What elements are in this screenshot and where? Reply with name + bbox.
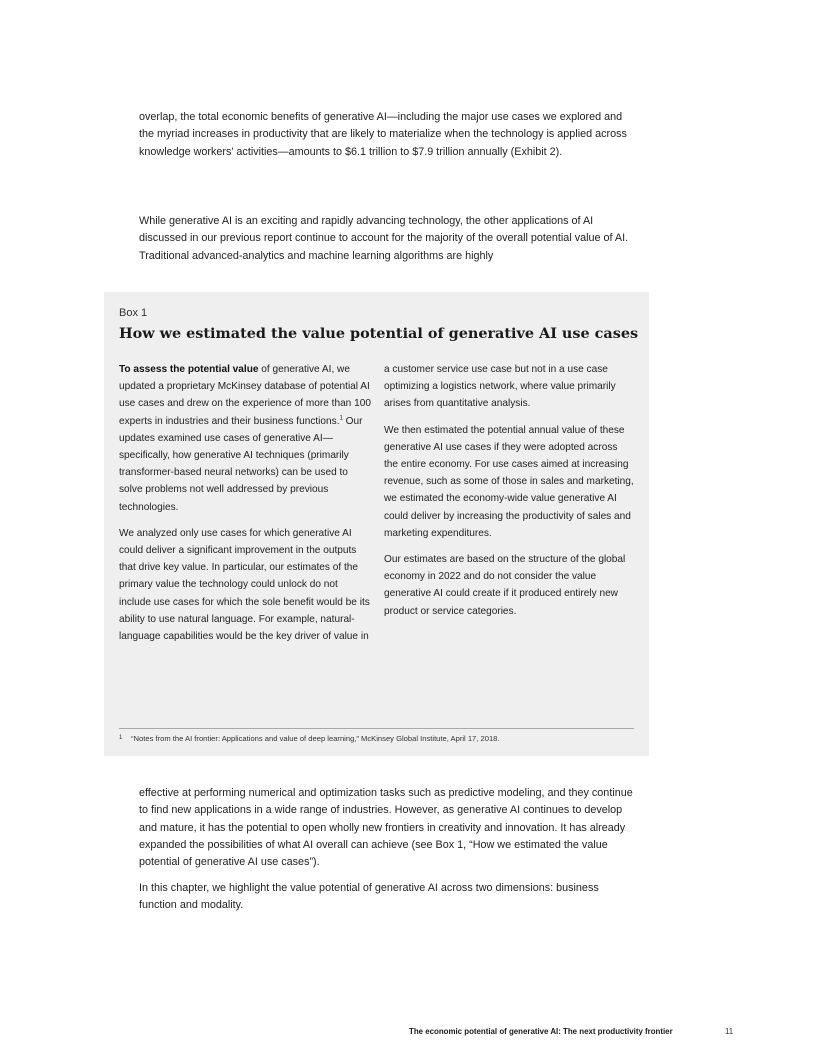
body-paragraph: overlap, the total economic benefits of generative AI—including the major use cases we explored and the myriad increases in productivity that are likely to materialize when the technology is applied across knowledge workers’ activities—amounts to $6.1 trillion to $7.9 trillion annually (Exhibit 2). xyxy=(139,111,627,158)
box-paragraph: Our estimates are based on the structure of the global economy in 2022 and do not consider the value generative AI could create if it produced entirely new product or service categories. xyxy=(384,554,626,617)
box-label: Box 1 xyxy=(119,307,148,319)
footnote-number: 1 xyxy=(119,735,123,741)
running-footer-title: The economic potential of generative AI: The next productivity frontier xyxy=(409,1027,673,1036)
body-paragraph: effective at performing numerical and optimization tasks such as predictive modeling, and they continue to find new applications in a wide range of industries. However, as generative AI continues to develop and mature, it has the potential to open wholly new frontiers in creativity and innovation. It has already expanded the possibilities of what AI overall can achieve (see Box 1, “How we estimated the value potential of generative AI use cases”). xyxy=(139,787,633,869)
box-paragraph: To assess the potential value of generative AI, we updated a proprietary McKinsey database of potential AI use cases and drew on the experience of more than 100 experts in industries and their business functions.$^1$ Our updates examined use cases of generative AI—specifically, how generative AI techniques (primarily transformer-based neural networks) can be used to solve problems not well addressed by previous technologies. xyxy=(119,364,371,513)
footnote-ref[interactable]: 1 xyxy=(339,415,343,422)
body-paragraph: While generative AI is an exciting and rapidly advancing technology, the other applications of AI discussed in our previous report continue to account for the majority of the overall potential value of AI. Traditional advanced-analytics and machine learning algorithms are highly xyxy=(139,215,629,262)
body-paragraph: In this chapter, we highlight the value potential of generative AI across two dimensions: business function and modality. xyxy=(139,882,599,912)
sidebar-box xyxy=(104,292,649,756)
footnote-text: “Notes from the AI frontier: Applications and value of deep learning,” McKinsey Global Institute, April 17, 2018. xyxy=(131,734,500,743)
box-title: How we estimated the value potential of generative AI use cases xyxy=(119,325,639,342)
page-number: 11 xyxy=(725,1027,734,1036)
lead-in: To assess the potential value xyxy=(119,364,259,375)
box-paragraph: a customer service use case but not in a use case optimizing a logistics network, where value primarily arises from quantitative analysis. xyxy=(384,364,616,410)
box-column-left xyxy=(119,361,371,654)
box-paragraph: We analyzed only use cases for which generative AI could deliver a significant improvement in the outputs that drive key value. In particular, our estimates of the primary value the technology could unlock do not include use cases for which the sole benefit would be its ability to use natural language. For example, natural-language capabilities would be the key driver of value in xyxy=(119,527,370,643)
footnote xyxy=(119,733,500,744)
box-paragraph: We then estimated the potential annual value of these generative AI use cases if they were adopted across the entire economy. For use cases aimed at increasing revenue, such as some of those in sales and marketing, we estimated the economy-wide value generative AI could deliver by increasing the productivity of sales and marketing expenditures. xyxy=(384,424,634,539)
footnote-divider xyxy=(119,728,634,729)
box-column-right xyxy=(384,361,634,629)
